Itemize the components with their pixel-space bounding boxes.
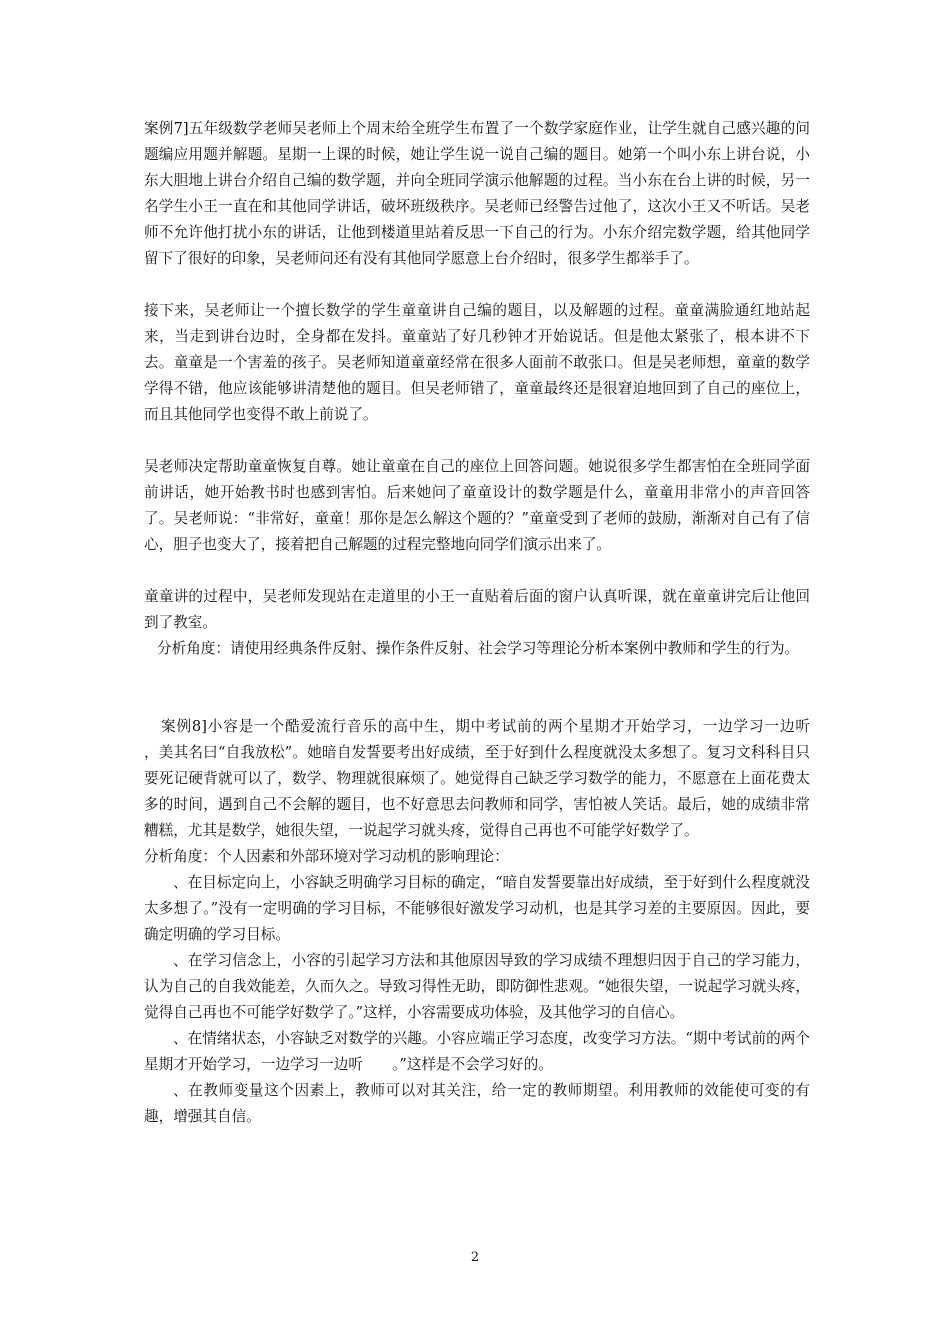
case8-paragraph-1: 案例8]小容是一个酷爱流行音乐的高中生，期中考试前的两个星期才开始学习，一边学习一边听 ，美其名曰“自我放松”。她暗自发誓要考出好成绩，至于好到什么程度就没太多想了。复习文科科目只要死记硬背就可以了，数学、物理就很麻烦了。她觉得自己缺乏学习数学的能力，不愿意在上面花费太多的时间，遇到自己不会解的题目，也不好意思去问教师和同学，害怕被人笑话。最后，她的成绩非常糟糕，尤其是数学，她很失望，一说起学习就头疼，觉得自己再也不可能学好数学了。	[144, 718, 840, 839]
case8-analysis-item-4: 、在教师变量这个因素上，教师可以对其关注，给一定的教师期望。利用教师的效能使可变的有趣，增强其自信。	[144, 1082, 810, 1125]
paragraph-spacer	[144, 428, 810, 454]
page-number: 2	[470, 1250, 480, 1265]
case7-paragraph-1: 案例7]五年级数学老师吴老师上个周末给全班学生布置了一个数学家庭作业，让学生就自己感兴趣的问题编应用题并解题。星期一上课的时候，她让学生说一说自己编的题目。她第一个叫小东上讲台说，小东大胆地上讲台介绍自己编的数学题，并向全班同学演示他解题的过程。当小东在台上讲的时候，另一名学生小王一直在和其他同学讲话，破坏班级秩序。吴老师已经警告过他了，这次小王又不听话。吴老师不允许他打扰小东的讲话，让他到楼道里站着反思一下自己的行为。小东介绍完数学题，给其他同学留下了很好的印象，吴老师问还有没有其他同学愿意上台介绍时，很多学生都举手了。	[144, 120, 810, 267]
case8-analysis-item-3: 、在情绪状态，小容缺乏对数学的兴趣。小容应端正学习态度，改变学习方法。“期中考试前的两个星期才开始学习，一边学习一边听 。”这样是不会学习好的。	[144, 1030, 810, 1073]
case8-analysis-item-1: 、在目标定向上，小容缺乏明确学习目标的确定，“暗自发誓要靠出好成绩，至于好到什么程度就没太多想了。”没有一定明确的学习目标，不能够很好激发学习动机，也是其学习差的主要原因。因此，要确定明确的学习目标。	[144, 874, 810, 943]
case7-paragraph-4: 童童讲的过程中，吴老师发现站在走道里的小王一直贴着后面的窗户认真听课，就在童童讲完后让他回到了教室。	[144, 588, 810, 631]
case7-analysis: 分析角度：请使用经典条件反射、操作条件反射、社会学习等理论分析本案例中教师和学生的行为。	[157, 640, 800, 657]
section-spacer	[144, 662, 810, 714]
case8-analysis-item-2: 、在学习信念上，小容的引起学习方法和其他原因导致的学习成绩不理想归因于自己的学习能力，认为自己的自我效能差，久而久之。导致习得性无助，即防御性悲观。“她很失望，一说起学习就头疼，觉得自己再也不可能学好数学了。”这样，小容需要成功体验，及其他学习的自信心。	[144, 952, 810, 1021]
case7-paragraph-2: 接下来，吴老师让一个擅长数学的学生童童讲自己编的题目，以及解题的过程。童童满脸通红地站起来，当走到讲台边时，全身都在发抖。童童站了好几秒钟才开始说话。但是他太紧张了，根本讲不下去。童童是一个害羞的孩子。吴老师知道童童经常在很多人面前不敢张口。但是吴老师想，童童的数学学得不错，他应该能够讲清楚他的题目。但吴老师错了，童童最终还是很窘迫地回到了自己的座位上，而且其他同学也变得不敢上前说了。	[144, 302, 810, 423]
paragraph-spacer	[144, 558, 810, 584]
document-body	[144, 116, 840, 1130]
case7-paragraph-3: 吴老师决定帮助童童恢复自尊。她让童童在自己的座位上回答问题。她说很多学生都害怕在全班同学面前讲话，她开始教书时也感到害怕。后来她问了童童设计的数学题是什么，童童用非常小的声音回答了。吴老师说：“非常好，童童！那你是怎么解这个题的？”童童受到了老师的鼓励，渐渐对自己有了信心，胆子也变大了，接着把自己解题的过程完整地向同学们演示出来了。	[144, 458, 810, 553]
case8-analysis-title: 分析角度：个人因素和外部环境对学习动机的影响理论：	[144, 848, 509, 865]
paragraph-spacer	[144, 272, 810, 298]
